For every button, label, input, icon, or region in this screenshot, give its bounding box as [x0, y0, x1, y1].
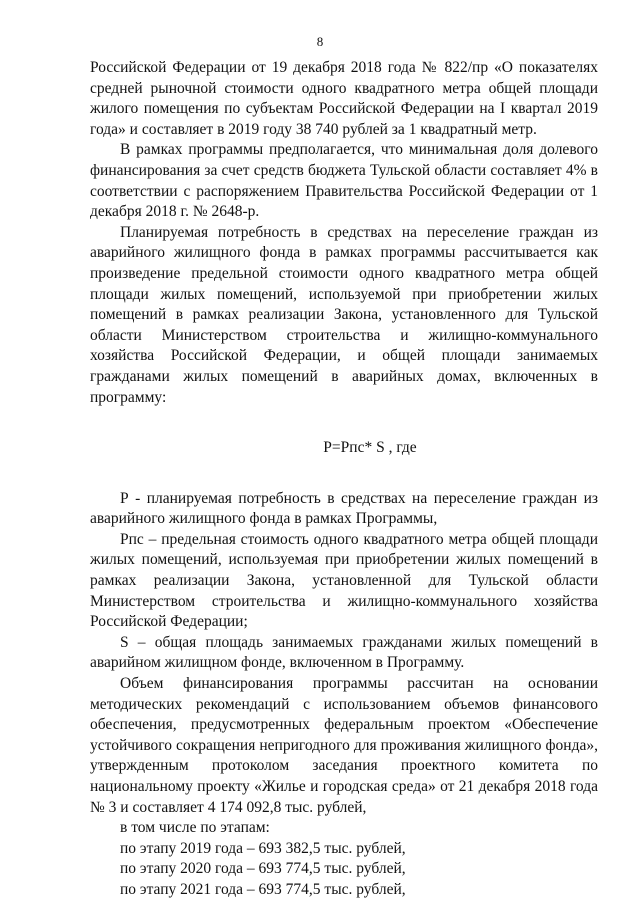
stage-item-2020: по этапу 2020 года – 693 774,5 тыс. рублей,	[120, 860, 406, 878]
stage-item-2021: по этапу 2021 года – 693 774,5 тыс. рублей,	[120, 880, 406, 898]
stage-item-2019: по этапу 2019 года – 693 382,5 тыс. рублей,	[120, 839, 406, 857]
page-number: 8	[316, 34, 324, 49]
paragraph-planned-need: Планируемая потребность в средствах на переселение граждан из аварийного жилищного фонда в рамках программы рассчитывается как произведение предельной стоимости одного квадратного метра общей площади жилых помещений, используемой при приобретении жилых помещений в рамках реализации Закона, установленного для Тульской области Министерством строительства и жилищно-коммунального хозяйства Российской Федерации, и общей площади занимаемых гражданами жилых помещений в аварийных домах, включенных в программу:	[90, 223, 598, 406]
document-body	[90, 58, 598, 901]
stages-heading: в том числе по этапам:	[120, 819, 270, 837]
paragraph-regional-share: В рамках программы предполагается, что минимальная доля долевого финансирования за счет средств бюджета Тульской области составляет 4% в соответствии с распоряжением Правительства Российской Федерации от 1 декабря 2018 г. № 2648-р.	[90, 141, 598, 221]
paragraph-price-reference: Российской Федерации от 19 декабря 2018 года № 822/пр «О показателях средней рыночной стоимости одного квадратного метра общей площади жилого помещения по субъектам Российской Федерации на I квартал 2019 года» и составляет в 2019 году 38 740 рублей за 1 квадратный метр.	[90, 59, 598, 138]
paragraph-funding-volume: Объем финансирования программы рассчитан на основании методических рекомендаций с использованием объемов финансового обеспечения, предусмотренных федеральным проектом «Обеспечение устойчивого сокращения непригодного для проживания жилищного фонда», утвержденным протоколом заседания проектного комитета по национальному проекту «Жилье и городская среда» от 21 декабря 2018 года № 3 и составляет 4 174 092,8 тыс. рублей,	[90, 675, 598, 816]
formula: Р=Рпс* S , где	[323, 439, 417, 457]
stages-list	[90, 839, 598, 901]
paragraph-definition-s: S – общая площадь занимаемых гражданами жилых помещений в аварийном жилищном фонде, включенном в Программу.	[90, 633, 598, 672]
paragraph-definition-pps: Рпс – предельная стоимость одного квадратного метра общей площади жилых помещений, используемая при приобретении жилых помещений в рамках реализации Закона, установленной для Тульской области Министерством строительства и жилищно-коммунального хозяйства Российской Федерации;	[90, 530, 598, 631]
paragraph-definition-p: Р - планируемая потребность в средствах на переселение граждан из аварийного жилищного фонда в рамках Программы,	[90, 489, 598, 528]
